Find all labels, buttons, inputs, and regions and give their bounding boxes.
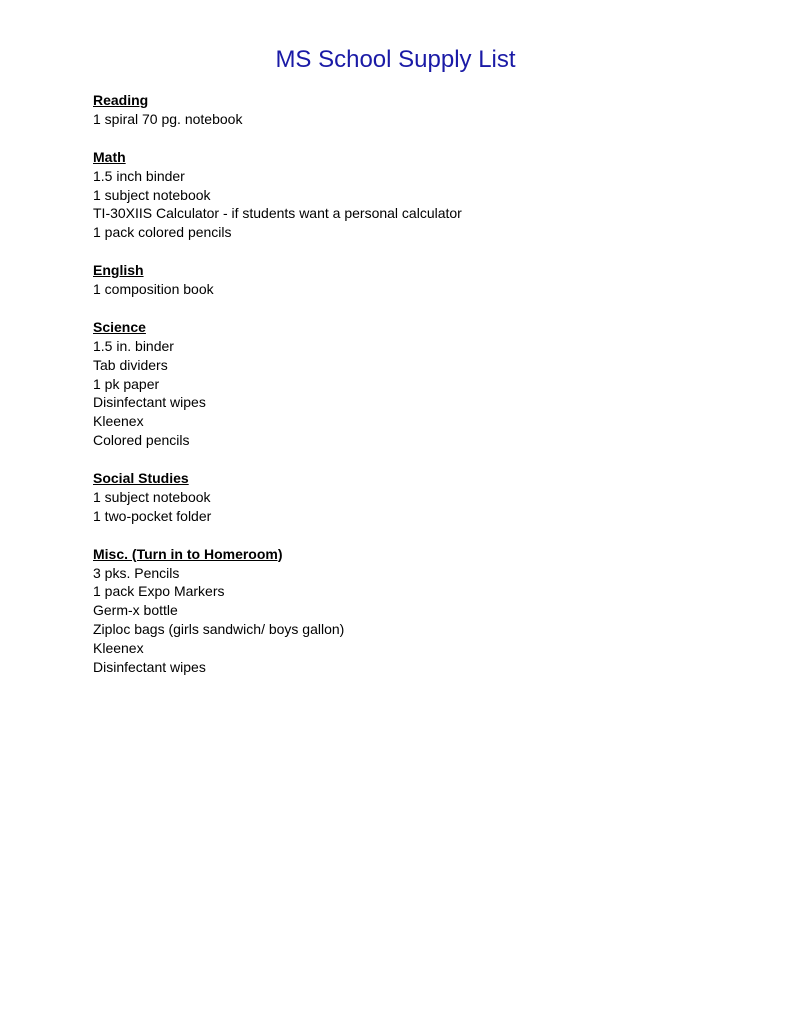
list-item: Tab dividers: [93, 356, 168, 373]
list-item: 3 pks. Pencils: [93, 564, 180, 581]
list-item: 1 two-pocket folder: [93, 507, 212, 524]
list-item: 1 subject notebook: [93, 488, 211, 505]
list-item: 1 subject notebook: [93, 186, 211, 203]
section-misc: [93, 545, 733, 677]
list-item: 1 spiral 70 pg. notebook: [93, 110, 243, 127]
list-item: Kleenex: [93, 413, 144, 430]
list-item: Kleenex: [93, 640, 144, 657]
list-item: Disinfectant wipes: [93, 659, 206, 676]
section-heading: English: [93, 262, 144, 279]
section-reading: [93, 91, 733, 129]
section-social-studies: [93, 469, 733, 526]
list-item: 1 pk paper: [93, 375, 160, 392]
list-item: Colored pencils: [93, 432, 190, 449]
section-heading: Reading: [93, 92, 149, 108]
list-item: 1 composition book: [93, 281, 214, 298]
supply-list: [93, 91, 733, 696]
list-item: Disinfectant wipes: [93, 394, 206, 411]
list-item: Ziploc bags (girls sandwich/ boys gallon): [93, 621, 345, 638]
list-item: TI-30XIIS Calculator - if students want a personal calculator: [93, 205, 462, 222]
list-item: 1 pack Expo Markers: [93, 583, 225, 600]
list-item: 1.5 in. binder: [93, 337, 174, 354]
section-english: [93, 261, 733, 299]
section-heading: Social Studies: [93, 470, 189, 487]
section-heading: Science: [93, 318, 146, 335]
section-math: [93, 148, 733, 243]
list-item: Germ-x bottle: [93, 602, 178, 619]
list-item: 1 pack colored pencils: [93, 224, 232, 241]
section-heading: Math: [93, 148, 126, 165]
section-science: [93, 318, 733, 450]
section-heading: Misc. (Turn in to Homeroom): [93, 545, 283, 562]
list-item: 1.5 inch binder: [93, 167, 185, 184]
document-title: MS School Supply List: [275, 46, 516, 73]
